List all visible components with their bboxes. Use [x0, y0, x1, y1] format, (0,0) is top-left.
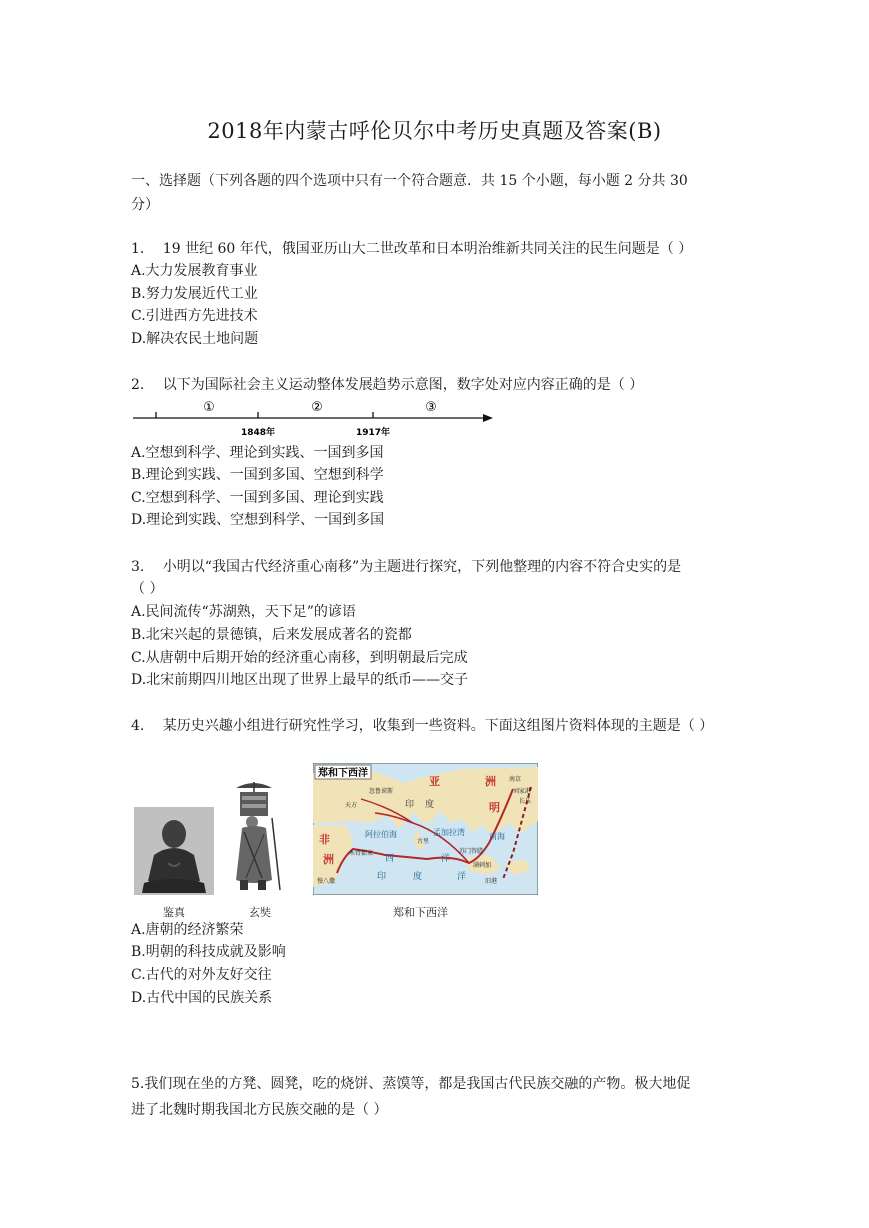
timeline-mark-2: ②	[311, 400, 323, 415]
map-label: 印	[377, 872, 387, 882]
map-label: 印	[405, 800, 415, 810]
question-3-option-b: B.北宋兴起的景德镇，后来发展成著名的瓷都	[131, 627, 412, 643]
zheng-he-voyages-map	[313, 763, 538, 895]
question-5-stem: 5.我们现在坐的方凳、圆凳，吃的烧饼、蒸馍等，都是我国古代民族交融的产物。极大地促	[131, 1076, 691, 1092]
question-2-option-c: C.空想到科学、一国到多国、理论到实践	[131, 490, 384, 506]
map-label: 苏门答腊	[459, 848, 484, 855]
map-label: 旧港	[485, 878, 498, 885]
map-label: 洲	[323, 853, 334, 866]
timeline-mark-3: ③	[425, 400, 437, 415]
caption-jianzhen: 鉴真	[163, 906, 185, 919]
section-instructions-cont: 分）	[131, 197, 159, 213]
question-2-option-b: B.理论到实践、一国到多国、空想到科学	[131, 467, 384, 483]
map-label: 洋	[457, 872, 467, 882]
question-3-stem: 3. 小明以“我国古代经济重心南移”为主题进行探究，下列他整理的内容不符合史实的是	[131, 559, 682, 575]
map-label: 南海	[489, 832, 505, 841]
question-3-option-c: C.从唐朝中后期开始的经济重心南移，到明朝最后完成	[131, 650, 468, 666]
timeline-year-1848: 1848年	[240, 428, 276, 438]
timeline-arrowhead	[483, 414, 493, 422]
question-4-option-d: D.古代中国的民族关系	[131, 990, 273, 1006]
question-4-option-b: B.明朝的科技成就及影响	[131, 944, 286, 960]
map-label: 忽鲁谟斯	[369, 788, 394, 795]
question-1-option-a: A.大力发展教育事业	[131, 263, 258, 279]
timeline-mark-1: ①	[203, 400, 215, 415]
map-label: 刘家港	[513, 788, 532, 795]
map-label: 明	[489, 801, 500, 814]
map-label: 度	[413, 872, 423, 882]
question-4-stem: 4. 某历史兴趣小组进行研究性学习，收集到一些资料。下面这组图片资料体现的主题是（ ）	[131, 718, 714, 734]
jianzhen-statue-image	[134, 807, 214, 895]
map-label: 慢八撒	[317, 878, 336, 885]
xuanzang-figure-image	[222, 778, 286, 896]
question-3-option-d: D.北宋前期四川地区出现了世界上最早的纸币——交子	[131, 672, 469, 688]
section-instructions: 一、选择题（下列各题的四个选项中只有一个符合题意．共 15 个小题，每小题 2 分共 30	[131, 173, 688, 189]
question-4-option-a: A.唐朝的经济繁荣	[131, 922, 244, 938]
question-3-option-a: A.民间流传“苏湖熟，天下足”的谚语	[131, 604, 356, 620]
map-label: 洋	[441, 854, 451, 864]
caption-zheng-he: 郑和下西洋	[393, 906, 448, 919]
question-2-stem: 2. 以下为国际社会主义运动整体发展趋势示意图，数字处对应内容正确的是（ ）	[131, 377, 644, 393]
map-label: 天方	[345, 802, 358, 809]
map-label: 古里	[417, 838, 430, 845]
socialism-timeline-figure	[131, 397, 501, 443]
map-label: 木骨都束	[349, 850, 374, 857]
question-2-option-a: A.空想到科学、理论到实践、一国到多国	[131, 445, 384, 461]
map-label: 孟加拉湾	[433, 828, 465, 837]
map-label: 洲	[485, 775, 496, 788]
map-label: 南京	[509, 776, 522, 783]
map-label: 西	[385, 854, 395, 864]
map-label: 阿拉伯海	[365, 830, 397, 839]
question-3-stem-cont: （ ）	[131, 581, 164, 597]
question-1-option-d: D.解决农民土地问题	[131, 331, 259, 347]
timeline-year-1917: 1917年	[355, 428, 391, 438]
question-1-stem: 1. 19 世纪 60 年代，俄国亚历山大二世改革和日本明治维新共同关注的民生问题是（ ）	[131, 241, 693, 257]
question-1-option-b: B.努力发展近代工业	[131, 286, 258, 302]
page-title: 2018年内蒙古呼伦贝尔中考历史真题及答案(B)	[207, 119, 662, 143]
map-label: 亚	[429, 775, 440, 788]
caption-xuanzang: 玄奘	[249, 906, 271, 919]
map-title: 郑和下西洋	[318, 768, 368, 779]
question-2-option-d: D.理论到实践、空想到科学、一国到多国	[131, 512, 385, 528]
map-label: 满剌加	[473, 862, 492, 869]
question-5-stem-cont: 进了北魏时期我国北方民族交融的是（ ）	[131, 1102, 388, 1118]
map-label: 长乐	[519, 798, 532, 805]
map-label: 非	[319, 833, 330, 846]
map-label: 度	[425, 800, 435, 810]
question-1-option-c: C.引进西方先进技术	[131, 308, 258, 324]
question-4-option-c: C.古代的对外友好交往	[131, 967, 272, 983]
